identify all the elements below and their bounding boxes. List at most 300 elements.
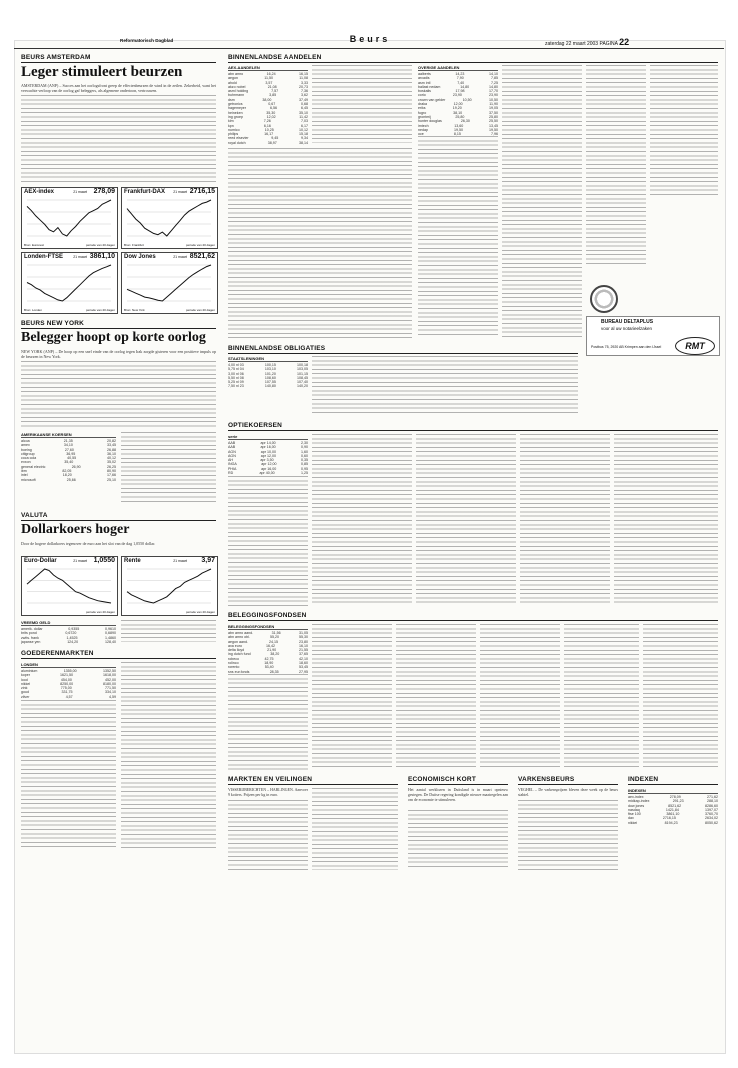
row-value: 3,85 [269,93,277,98]
row-value: 40,12 [107,456,116,461]
row-value: 11,08 [299,76,308,81]
row-label: exxon [21,460,31,465]
table-aex-detail [312,65,412,143]
date-page [545,37,629,47]
table-header: AEX-AANDELEN [228,65,308,71]
table-header: LONDEN [21,662,116,668]
row-value: apr 16,00 [261,466,277,471]
table-header: AMERIKAANSE KOERSEN [21,432,116,438]
row-value: 108,45 [296,375,308,380]
table-overige-extra [418,136,498,338]
table-fondsen-extra [228,674,308,770]
article-amsterdam-body [21,95,216,183]
row-value: 8286,60 [705,803,718,808]
table-opties-col4 [520,434,610,606]
table-header: BELEGGINGSFONDSEN [228,624,308,630]
row-value: 16,10 [299,643,308,648]
section-rule [408,784,508,785]
row-label: zilver [21,694,30,699]
row-label: ing groep [228,114,243,119]
table-ny-koersen [21,432,116,482]
row-value: 0,35 [301,458,308,463]
row-value: 55,30 [298,635,308,640]
row-value: 8194,23 [664,820,678,825]
row-value: 8250,00 [60,681,74,686]
table-goederen-extra [21,700,116,850]
row-value: 7,90 [456,76,464,81]
row-label: corio [418,93,426,98]
row-value: 14,10 [488,72,498,76]
row-value: 20,73 [298,84,308,89]
chart-period: periode van 20 dagen [185,243,215,247]
row-label: crown van gelder [418,97,446,102]
row-value: 26,25 [107,464,116,469]
row-value: 13,45 [489,123,498,128]
row-value: 775,00 [60,686,72,691]
row-value: 35,02 [107,460,116,465]
economisch-kort-body [408,810,508,870]
table-header: VREEMD GELD [21,620,116,626]
section-rule [21,520,216,521]
row-value: 17,70 [488,89,498,94]
chart-svg [24,566,114,606]
row-label: axa euro [228,643,242,648]
page-label: PAGINA [599,41,618,47]
row-value: 12,00 [453,102,463,107]
row-label: nedap [418,127,428,132]
chart-aex [21,187,118,249]
chart-dax [121,187,218,249]
headline-new-york: Belegger hoopt op korte oorlog [21,330,206,345]
issue-date: zaterdag 22 maart 2003 [545,41,599,47]
markten-body [228,800,308,870]
row-value: 31,56 [271,631,281,635]
row-label: amerik. dollar [21,627,43,631]
table-row [628,821,718,825]
row-value: 12,02 [266,114,276,119]
chart-date: 21 maart [173,190,187,194]
chart-svg [24,197,114,239]
table-header: STAATSLENINGEN [228,356,308,362]
row-value: 37,50 [488,110,498,115]
row-value: 36,95 [66,451,76,456]
chart-value: 2716,15 [189,188,215,195]
row-value: 24,15 [269,639,278,644]
article-amsterdam-lead: AMSTERDAM (ANP) – Succes aan het oorlogsfront greep de effectenbeurzen de wind in de zeilen. Zekerheid, want het verwachte verloop van de oorlog gaf beleggers, als algemene ondertoon, vertrouwen. [21,84,216,93]
row-value: 0,68 [301,102,308,107]
section-varkensbeurs: VARKENSBEURS [518,776,575,783]
row-label: citigroup [21,451,35,456]
row-label: aluminium [21,669,38,673]
row-label: getronics [228,102,243,107]
row-value: 7,57 [271,89,279,94]
section-optiekoersen: OPTIEKOERSEN [228,422,283,429]
chart-title: Rente [124,558,141,564]
row-value: 33,45 [106,443,116,448]
chart-svg [124,197,214,239]
row-label: microsoft [21,477,36,482]
row-value: 1421,84 [665,807,679,812]
row-value: 0,85 [300,462,308,467]
economisch-kort-lead: Het aantal werklozen in Duitsland is in maart opnieuw gestegen. De Duitse regering kondigde nieuwe maatregelen aan om de economie te stimuleren. [408,788,508,802]
table-staatsleningen [228,356,308,389]
row-label: goud [21,690,29,695]
row-label: abn amro [228,72,244,76]
chart-svg [124,262,214,304]
row-value: 11,50 [264,76,273,81]
table-goederen [21,662,116,699]
ad-subtitle: voor al uw notarieelzaken [601,326,653,331]
row-value: 103,10 [264,367,276,372]
row-value: 35,40 [64,460,74,465]
row-label: robeco [228,656,239,661]
row-value: 27,60 [64,447,74,452]
row-value: 11,90 [489,102,498,107]
row-label: royal dutch [228,140,246,145]
row-value: 19,50 [454,127,463,132]
chart-date: 21 maart [73,190,87,194]
row-label: ahold [228,80,237,85]
row-value: 11,42 [299,114,308,119]
row-value: 27,95 [298,669,308,674]
row-label: rorento [228,665,240,670]
row-label: aex-index [628,795,644,799]
chart-source: Bron: Frankfurt [124,243,145,247]
row-label: boskalis [418,89,431,94]
chart-date: 21 maart [73,559,87,563]
row-value: 7,40 [457,80,465,85]
section-rule [518,784,618,785]
section-binnenlandse-obligaties: BINNENLANDSE OBLIGATIES [228,345,326,352]
row-value: 21,55 [299,648,308,653]
header-rule [14,48,724,49]
row-value: 25,10 [106,477,116,482]
ad-address: Postbus 75, 2920 AB Krimpen aan den IJssel [591,345,662,349]
row-value: 37,49 [298,97,308,102]
row-value: 82,05 [62,469,72,474]
row-value: 18,60 [299,661,308,666]
row-label: numico [228,127,240,132]
row-value: 26,88 [106,447,116,452]
table-row [21,695,116,699]
row-value: 0,9610 [104,627,116,631]
section-rule [228,784,398,785]
row-value: 7,25 [490,80,498,85]
row-label: imtech [418,123,429,128]
row-value: 0,67 [268,102,276,107]
row-value: 100,15 [264,363,276,367]
table-opties-col2 [312,434,412,606]
row-label: intel [21,473,28,478]
article-newyork-body [21,361,216,427]
row-value: 40,55 [67,456,77,461]
row-value: 334,10 [105,690,116,695]
row-value: 16,17 [264,132,274,137]
row-value: 16,15 [299,72,308,76]
page-number: 22 [619,37,630,47]
table-goederen-col2 [121,662,216,850]
row-value: 10,12 [299,127,308,132]
row-label: philips [228,132,239,137]
row-label: AGN [228,453,236,458]
table-opties-col3 [416,434,516,606]
row-value: 38,20 [270,652,280,657]
row-value: 101,15 [296,371,308,376]
table-fondsen-col5 [564,624,639,770]
row-value: 140,80 [264,384,276,389]
markten-lead: VISSERIJBERICHTEN – HARLINGEN. Aanvoer 9 kotters. Prijzen per kg in euro. [228,788,308,797]
row-label: kpn [228,123,234,128]
row-value: 7,36 [301,89,308,94]
row-value: 2634,02 [704,816,718,821]
row-value: 6,16 [263,123,271,128]
row-value: 6,56 [269,106,277,111]
table-header: serie [228,434,308,440]
section-beleggingsfondsen: BELEGGINGSFONDSEN [228,612,307,619]
row-value: apr 12,00 [260,453,276,458]
row-value: 14,80 [489,84,498,89]
article-newyork-lead: NEW YORK (ANP) – De hoop op een snel einde van de oorlog tegen Irak zorgde gisteren voor een positieve impuls op de beurzen in New York. [21,350,216,359]
table-header: INDEXEN [628,788,718,794]
row-label: reed elsevier [228,136,249,141]
row-label: midkap-index [628,799,650,804]
row-value: 3760,70 [704,812,718,817]
chart-dow [121,252,218,314]
row-value: 7,03 [301,119,308,124]
row-label: ballast nedam [418,84,441,89]
row-value: 53,40 [264,665,274,670]
table-header: OVERIGE AANDELEN [418,65,498,71]
chart-title: Londen-FTSE [24,254,63,260]
row-label: draka [418,102,427,107]
table-row [21,478,116,482]
row-label: aegon [228,76,238,81]
row-label: arcadis [418,76,430,81]
row-value: 23,80 [299,639,308,644]
row-value: 53,45 [298,665,308,670]
series-line [127,200,211,236]
table-overige-col2 [502,65,582,338]
chart-source: Bron: Euronext [24,243,45,247]
row-label: eriks [418,106,426,111]
row-value: 288,10 [707,799,718,804]
chart-rente [121,556,218,616]
row-value: 7,26 [263,119,271,124]
chart-source: Bron: New York [124,308,145,312]
row-value: 2,30 [300,441,308,445]
row-value: 1,60 [300,449,308,454]
row-label: dax [628,816,634,821]
row-value: 9,34 [300,136,308,141]
table-opties-extra [228,476,308,606]
chart-value: 3861,10 [89,253,115,260]
row-label: lood [21,677,28,682]
row-value: 771,50 [105,686,116,691]
row-value: 7,85 [491,76,498,81]
row-value: 19,20 [452,106,462,111]
row-value: 42,75 [264,656,274,661]
row-value: 26,30 [460,119,470,124]
row-value: 140,20 [296,384,308,389]
row-value: 3,33 [300,80,308,85]
row-value: 1352,50 [102,669,116,673]
row-label: alcoa [21,439,30,443]
section-rule [228,430,718,431]
chart-value: 3,97 [201,557,215,564]
headline-valuta: Dollarkoers hoger [21,522,130,537]
section-markten-en-veilingen: MARKTEN EN VEILINGEN [228,776,313,783]
row-value: 25,80 [488,114,498,119]
row-value: 100,18 [296,363,308,367]
table-overige-aandelen [418,65,498,136]
row-value: 10,50 [489,97,498,102]
row-value: 25,66 [66,477,76,482]
row-label: asml holding [228,89,249,94]
section-beurs-new-york: BEURS NEW YORK [21,320,84,327]
row-value: 0,60 [300,453,308,458]
table-aex-aandelen [228,65,308,145]
row-label: klm [228,119,234,124]
row-value: 20,82 [107,439,116,443]
ad-title: BUREAU DELTAPLUS [601,319,654,325]
row-value: 15,18 [298,132,308,137]
row-value: 1,4860 [104,635,116,640]
row-value: 331,75 [61,690,73,695]
row-label: general electric [21,464,46,469]
series-line [127,569,211,603]
section-rule [228,353,578,354]
row-value: 14,80 [460,84,470,89]
table-fondsen [228,624,308,674]
table-opties-col5 [614,434,718,606]
row-value: 10,50 [462,97,472,102]
row-value: 1397,07 [704,807,718,812]
row-label: 5,75 nl 04 [228,367,244,372]
varkensbeurs-lead: VEGHEL – De varkensprijzen bleven deze week op de beurs stabiel. [518,788,618,797]
row-value: 452,00 [104,677,116,682]
row-value: 23,90 [452,93,462,98]
row-value: 107,55 [264,380,276,385]
row-value: 42,10 [299,656,308,661]
row-label: grontmij [418,114,431,119]
row-value: 271,62 [707,795,718,799]
chart-value: 278,09 [93,188,115,195]
row-label: PHIA [228,466,237,471]
row-value: 14,23 [455,72,465,76]
chart-title: Euro-Dollar [24,558,57,564]
row-value: apr 14,00 [260,441,276,445]
table-row [228,141,308,145]
chart-euro-dollar [21,556,118,616]
row-value: 19,50 [489,127,498,132]
row-value: 108,60 [264,375,276,380]
row-value: 18,90 [264,661,274,666]
row-value: apr 16,00 [260,445,276,450]
row-value: 103,05 [296,367,308,372]
row-value: 0,95 [300,466,308,471]
row-label: INGA [228,462,237,467]
row-value: 9,45 [271,136,279,141]
row-value: 35,30 [266,110,276,115]
row-value: 26,90 [71,464,81,469]
chart-period: periode van 20 dagen [85,308,115,312]
section-binnenlandse-aandelen: BINNENLANDSE AANDELEN [228,54,322,61]
chart-period: periode van 20 dagen [185,308,215,312]
chart-svg [24,262,114,304]
row-value: apr 40,00 [259,471,275,476]
row-value: 1,4525 [66,635,78,640]
markten-col2 [312,788,398,870]
table-ny-extra [121,432,216,504]
section-goederenmarkten: GOEDERENMARKTEN [21,650,94,657]
section-valuta: VALUTA [21,512,48,519]
row-label: oce [418,132,424,137]
row-value: 23,90 [488,93,498,98]
table-amx-aandelen [228,148,412,338]
row-label: buhrmann [228,93,245,98]
row-value: 8521,62 [668,803,682,808]
row-value: 38,97 [267,140,277,145]
row-value: apr 12,00 [261,462,277,467]
row-value: 1355,00 [63,669,77,673]
table-overige-col3 [586,65,646,265]
row-value: 1,25 [300,471,308,476]
row-value: 454,00 [60,677,72,682]
section-rule [228,620,718,621]
row-value: 4,59 [108,694,116,699]
series-line [27,265,111,301]
row-label: amex [21,443,30,448]
section-rule [21,328,216,329]
row-label: AH [228,458,233,463]
row-value: 0,6890 [104,631,116,636]
row-label: ing dutch fund [228,652,251,657]
row-label: akzo nobel [228,84,246,89]
section-rule [21,658,216,659]
row-value: 17,66 [107,473,116,478]
section-indexen: INDEXEN [628,776,659,783]
article-valuta-lead: Door de hogere dollarkoers tegenover de euro aan het slot van de dag 1,0550 dollar. [21,542,156,546]
chart-title: Frankfurt-DAX [124,189,166,195]
row-value: 25,80 [455,114,465,119]
chart-period: periode van 20 dagen [85,243,115,247]
row-label: 3,00 nl 06 [228,371,244,376]
chart-svg [124,566,214,606]
table-row [228,384,308,388]
table-row [228,471,308,475]
section-rule [628,784,718,785]
row-value: 0,90 [300,445,308,450]
row-label: AAB [228,441,236,445]
table-opties [228,434,308,475]
row-value: 21,90 [267,648,277,653]
row-value: 21,35 [63,439,73,443]
paper-name: Reformatorisch Dagblad [120,38,174,43]
row-label: AAB [228,445,236,450]
row-label: 5,25 nl 09 [228,380,244,385]
row-value: 25,50 [489,119,498,124]
chart-period: periode van 20 dagen [185,610,215,614]
row-label: japanse yen [21,639,41,644]
row-value: 10,25 [264,127,274,132]
row-label: aegon aand. [228,639,248,644]
row-value: 4,57 [65,694,73,699]
row-value: 31,05 [299,631,308,635]
row-value: 38,10 [453,110,463,115]
chart-source: Bron: Londen [24,308,43,312]
row-value: 6,45 [300,106,308,111]
table-valuta-extra [121,620,216,642]
